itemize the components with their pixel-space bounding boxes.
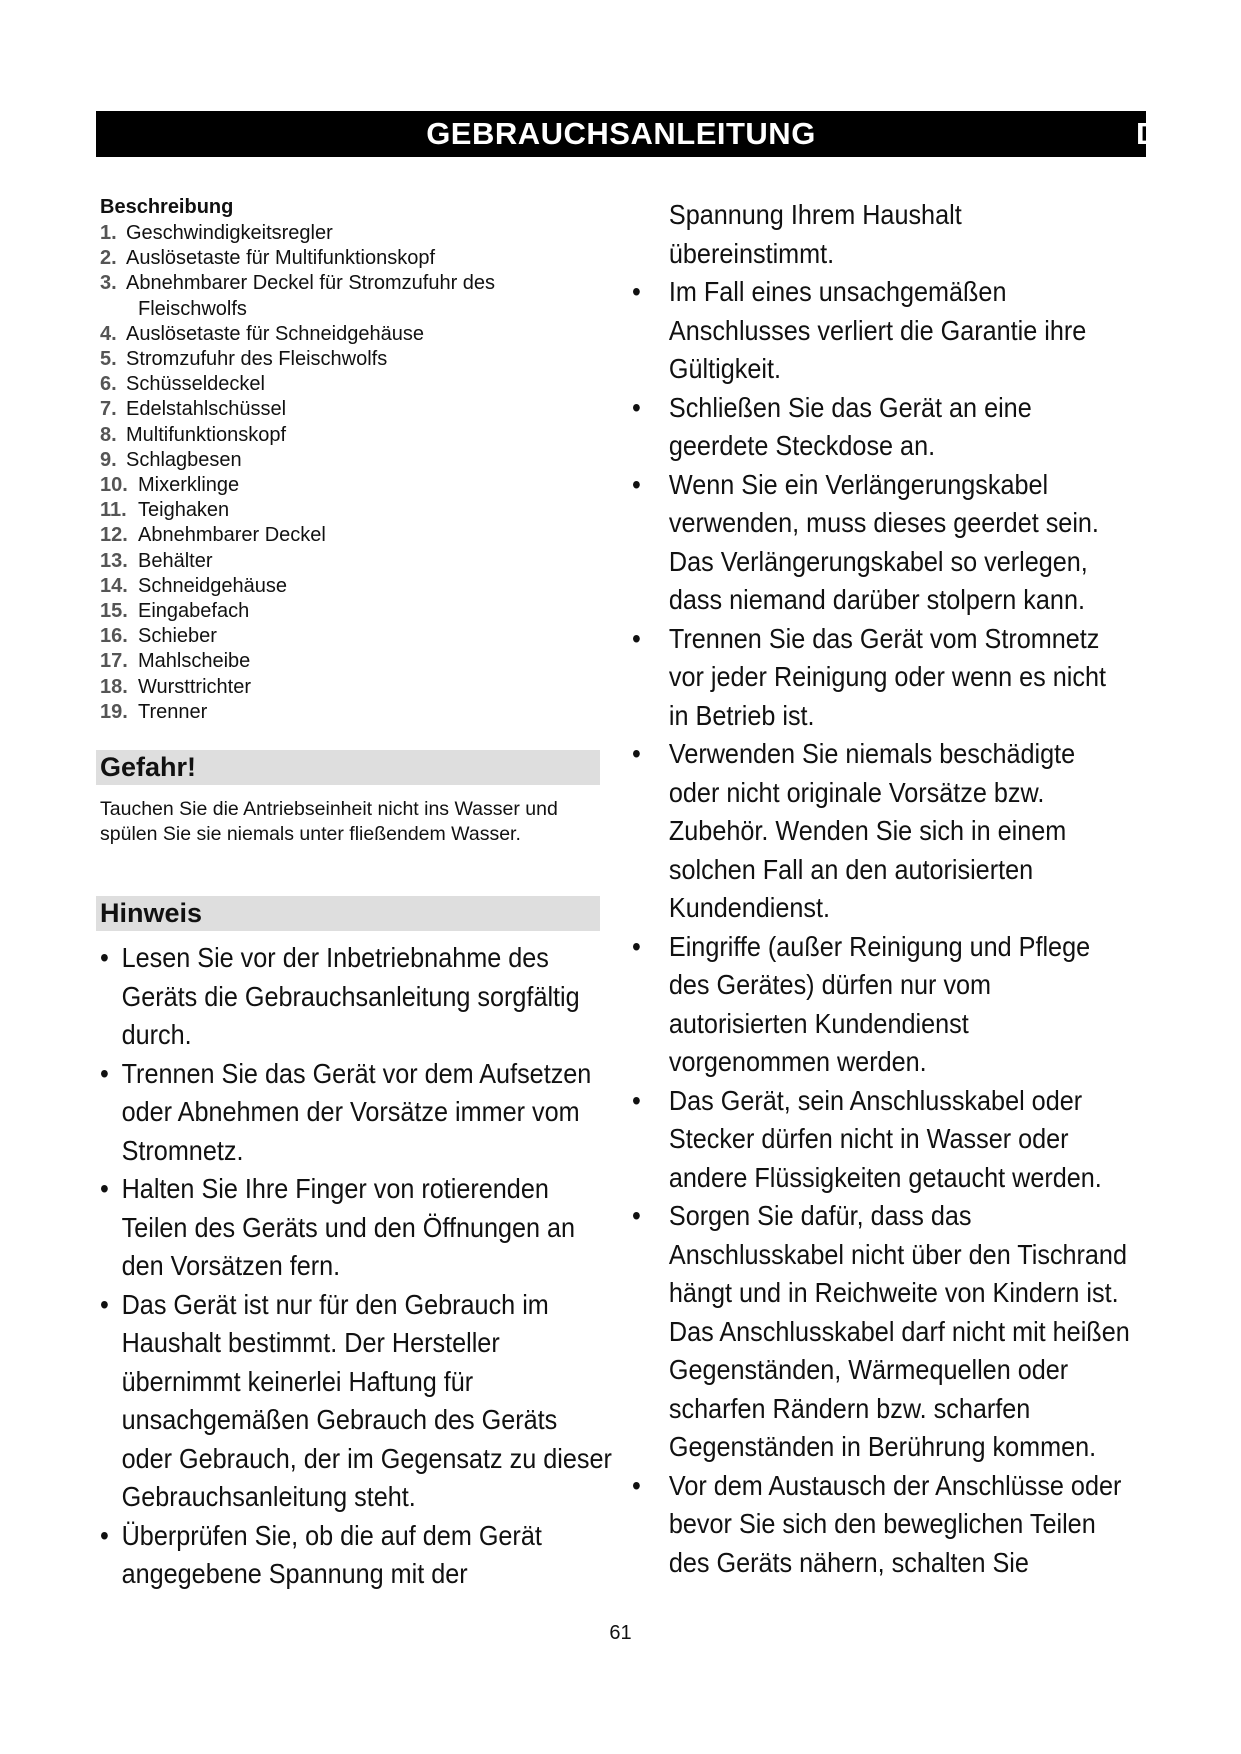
item-number: 12. bbox=[100, 524, 128, 547]
item-number: 6. bbox=[100, 373, 117, 396]
item-number: 16. bbox=[100, 625, 128, 648]
list-item bbox=[100, 574, 610, 599]
list-item bbox=[632, 1197, 1132, 1467]
item-number: 13. bbox=[100, 549, 128, 572]
bullet-text: Vor dem Austausch der Anschlüsse oder bevor Sie sich den beweglichen Teilen des Geräts nähern, schalten Sie bbox=[668, 1469, 1122, 1578]
description-list bbox=[100, 221, 610, 725]
item-text: Teighaken bbox=[138, 499, 230, 522]
item-number: 10. bbox=[100, 474, 128, 497]
note-heading: Hinweis bbox=[96, 896, 600, 931]
item-text: Mahlscheibe bbox=[138, 650, 251, 673]
list-item bbox=[100, 397, 610, 422]
list-item bbox=[632, 389, 1132, 466]
list-item bbox=[632, 273, 1132, 389]
bullet-icon: • bbox=[100, 942, 109, 973]
bullet-icon: • bbox=[632, 1469, 641, 1501]
list-item bbox=[100, 1055, 613, 1171]
item-number: 1. bbox=[100, 222, 117, 244]
bullet-icon: • bbox=[632, 391, 641, 423]
list-item bbox=[100, 271, 610, 296]
item-text: Eingabefach bbox=[138, 600, 250, 623]
bullet-icon: • bbox=[632, 276, 641, 307]
list-item bbox=[100, 700, 610, 725]
list-item bbox=[100, 649, 610, 674]
item-number: 5. bbox=[100, 348, 117, 371]
bullet-text: Verwenden Sie niemals beschädigte oder nicht originale Vorsätze bzw. Zubehör. Wenden Sie sich in einem solchen Fall an den autorisierten Kundendienst. bbox=[668, 738, 1076, 923]
item-text: Behälter bbox=[138, 549, 213, 572]
list-item bbox=[100, 523, 610, 548]
list-item bbox=[100, 347, 610, 372]
bullet-text: Das Gerät, sein Anschlusskabel oder Stecker dürfen nicht in Wasser oder andere Flüssigkeiten getaucht werden. bbox=[668, 1084, 1102, 1193]
item-text: Schneidgehäuse bbox=[138, 574, 288, 597]
item-text: Schieber bbox=[138, 625, 217, 648]
bullet-text: Halten Sie Ihre Finger von rotierenden Teilen des Geräts und den Öffnungen an den Vorsätzen fern. bbox=[121, 1173, 576, 1281]
item-text: Trenner bbox=[138, 700, 208, 723]
item-text: Auslösetaste für Schneidgehäuse bbox=[126, 322, 424, 345]
bullet-icon: • bbox=[632, 468, 641, 500]
right-bullet-list bbox=[632, 273, 1187, 1582]
item-number: 3. bbox=[100, 272, 117, 295]
item-text: Auslösetaste für Multifunktionskopf bbox=[126, 247, 436, 270]
danger-text: Tauchen Sie die Antriebseinheit nicht ins Wasser und spülen Sie sie niemals unter fließendem Wasser. bbox=[100, 798, 558, 845]
item-text: Wursttrichter bbox=[138, 675, 251, 698]
list-item bbox=[100, 473, 610, 498]
bullet-text: Überprüfen Sie, ob die auf dem Gerät angegebene Spannung mit der bbox=[121, 1519, 542, 1589]
item-text: Fleischwolfs bbox=[138, 297, 247, 320]
bullet-icon: • bbox=[632, 622, 641, 654]
bullet-text: Wenn Sie ein Verlängerungskabel verwenden, muss dieses geerdet sein. Das Verlängerungskabel so verlegen, dass niemand darüber stolpern kann. bbox=[668, 468, 1099, 615]
list-item bbox=[100, 448, 610, 473]
page-number: 61 bbox=[609, 1622, 632, 1644]
bullet-text: Trennen Sie das Gerät vom Stromnetz vor jeder Reinigung oder wenn es nicht in Betrieb ist. bbox=[668, 622, 1106, 731]
bullet-text: Schließen Sie das Gerät an eine geerdete Steckdose an. bbox=[668, 391, 1032, 461]
item-text: Abnehmbarer Deckel bbox=[138, 524, 326, 547]
item-text: Edelstahlschüssel bbox=[126, 398, 287, 421]
item-text: Schlagbesen bbox=[126, 448, 242, 471]
bullet-icon: • bbox=[100, 1519, 109, 1551]
item-text: Multifunktionskopf bbox=[126, 423, 287, 446]
item-number: 15. bbox=[100, 600, 128, 623]
item-number: 14. bbox=[100, 574, 128, 597]
list-item bbox=[100, 297, 610, 322]
bullet-icon: • bbox=[632, 930, 641, 962]
item-text: Geschwindigkeitsregler bbox=[126, 222, 333, 244]
item-number: 2. bbox=[100, 247, 117, 270]
list-item bbox=[100, 624, 610, 649]
list-item bbox=[100, 498, 610, 523]
description-title: Beschreibung bbox=[100, 196, 234, 218]
list-item bbox=[632, 1082, 1132, 1198]
item-number: 8. bbox=[100, 423, 117, 446]
item-number: 18. bbox=[100, 675, 128, 698]
item-text: Schüsseldeckel bbox=[126, 373, 265, 396]
list-item bbox=[100, 221, 610, 246]
bullet-icon: • bbox=[632, 738, 641, 769]
item-number: 7. bbox=[100, 398, 117, 421]
item-number: 19. bbox=[100, 700, 128, 723]
list-item bbox=[632, 928, 1132, 1082]
language-label: DE bbox=[1136, 116, 1180, 151]
bullet-icon: • bbox=[100, 1173, 109, 1204]
bullet-text: Trennen Sie das Gerät vor dem Aufsetzen oder Abnehmen der Vorsätze immer vom Stromnetz. bbox=[121, 1057, 592, 1166]
bullet-icon: • bbox=[632, 1084, 641, 1116]
continuation-text: Spannung Ihrem Haushalt übereinstimmt. bbox=[668, 199, 962, 269]
header-bar bbox=[96, 111, 1180, 157]
list-item bbox=[100, 1517, 613, 1594]
list-item bbox=[100, 246, 610, 271]
item-text: Abnehmbarer Deckel für Stromzufuhr des bbox=[126, 272, 496, 295]
bullet-text: Sorgen Sie dafür, dass das Anschlusskabel nicht über den Tischrand hängt und in Reichweite von Kindern ist. Das Anschlusskabel darf nicht mit heißen Gegenständen, Wärmequellen oder scharfen Rändern bzw. scharfen Gegenständen in Berührung kommen. bbox=[668, 1200, 1130, 1462]
right-column bbox=[632, 196, 1187, 1582]
list-item bbox=[100, 1170, 613, 1286]
item-text: Stromzufuhr des Fleischwolfs bbox=[126, 348, 388, 371]
list-item bbox=[100, 675, 610, 700]
bullet-icon: • bbox=[100, 1057, 109, 1089]
danger-heading: Gefahr! bbox=[96, 750, 600, 785]
list-item bbox=[632, 466, 1132, 620]
bullet-text: Im Fall eines unsachgemäßen Anschlusses verliert die Garantie ihre Gültigkeit. bbox=[668, 276, 1087, 384]
bullet-text: Das Gerät ist nur für den Gebrauch im Haushalt bestimmt. Der Hersteller übernimmt keinerlei Haftung für unsachgemäßen Gebrauch des Geräts oder Gebrauch, der im Gegensatz zu dieser Gebrauchsanleitung steht. bbox=[121, 1288, 612, 1512]
list-item bbox=[100, 423, 610, 448]
bullet-icon: • bbox=[100, 1288, 109, 1320]
item-number: 17. bbox=[100, 650, 128, 673]
list-item bbox=[100, 549, 610, 574]
list-item bbox=[632, 735, 1132, 928]
list-item bbox=[632, 1467, 1132, 1583]
description-section bbox=[100, 196, 610, 725]
bullet-text: Lesen Sie vor der Inbetriebnahme des Geräts die Gebrauchsanleitung sorgfältig durch. bbox=[121, 942, 580, 1050]
list-item bbox=[100, 1286, 613, 1517]
bullet-text: Eingriffe (außer Reinigung und Pflege des Gerätes) dürfen nur vom autorisierten Kundendienst vorgenommen werden. bbox=[668, 930, 1091, 1077]
bullet-icon: • bbox=[632, 1200, 641, 1231]
item-text: Mixerklinge bbox=[138, 474, 240, 497]
list-item bbox=[100, 372, 610, 397]
page-title: GEBRAUCHSANLEITUNG bbox=[426, 116, 816, 151]
list-item bbox=[100, 322, 610, 347]
left-bullet-list bbox=[100, 939, 670, 1594]
list-item bbox=[632, 620, 1132, 736]
item-number: 9. bbox=[100, 448, 117, 471]
list-item bbox=[100, 939, 613, 1055]
item-number: 4. bbox=[100, 322, 117, 345]
list-item bbox=[100, 599, 610, 624]
item-number: 11. bbox=[100, 499, 127, 522]
